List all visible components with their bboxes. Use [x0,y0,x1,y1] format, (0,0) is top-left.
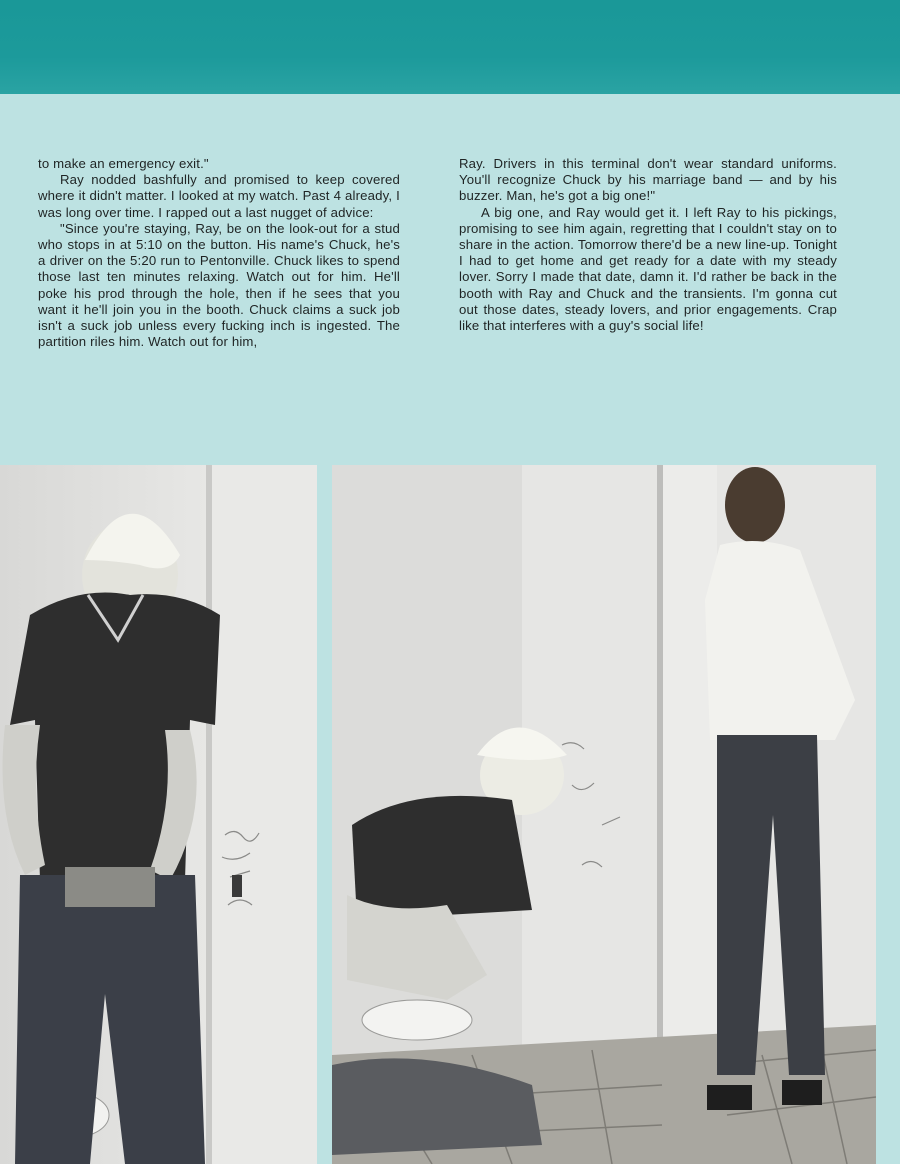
article-column-left [38,156,400,350]
article-column-right [459,156,837,334]
photo-left-image [0,465,317,1164]
photo-left [0,465,317,1164]
paragraph: to make an emergency exit." [38,156,209,171]
paragraph: A big one, and Ray would get it. I left Ray to his pickings, promising to see him again, regretting that I couldn't stay on to share in the action. Tomorrow there'd be a new line-up. Tonight I had to get home and get ready for a date with my steady lover. Sorry I made that date, damn it. I'd rather be back in the booth with Ray and Chuck and the transients. I'm gonna cut out those dates, steady lovers, and prior engagements. Crap like that interferes with a guy's social life! [459,204,837,334]
page-margin-right [876,465,900,1164]
photo-right [332,465,876,1164]
paragraph: "Since you're staying, Ray, be on the look-out for a stud who stops in at 5:10 on the button. His name's Chuck, he's a driver on the 5:20 run to Pentonville. Chuck likes to spend those last ten minutes relaxing. Watch out for him. He'll poke his prod through the hole, then if he sees that you want it he'll join you in the booth. Chuck claims a suck job isn't a suck job unless every fucking inch is ingested. The partition riles him. Watch out for him, [38,220,400,350]
photo-right-image [332,465,876,1164]
header-color-band [0,0,900,94]
paragraph: Ray. Drivers in this terminal don't wear standard uniforms. You'll recognize Chuck by his marriage band — and by his buzzer. Man, he's got a big one!" [459,156,837,204]
paragraph: Ray nodded bashfully and promised to keep covered where it didn't matter. I looked at my watch. Past 4 already, I was long over time. I rapped out a last nugget of advice: [38,172,400,220]
